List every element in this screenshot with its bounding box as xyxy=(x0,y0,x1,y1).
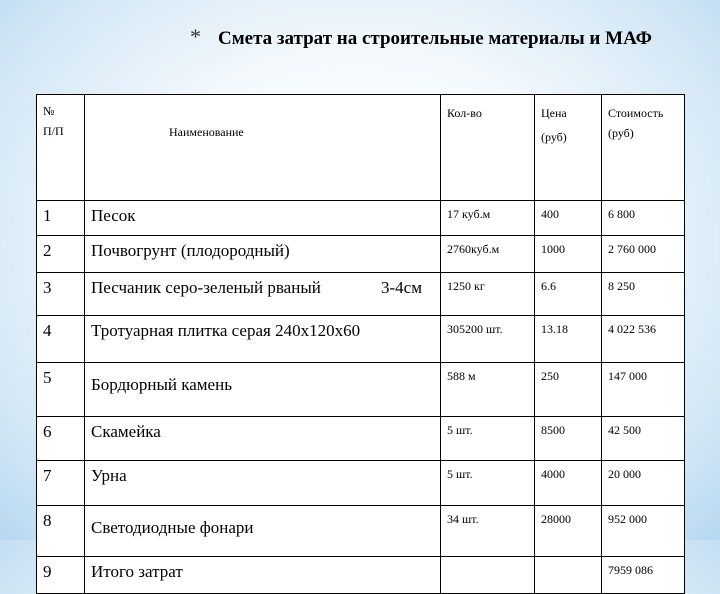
row-num: 9 xyxy=(37,557,85,594)
row-cost: 952 000 xyxy=(602,506,685,557)
header-num xyxy=(37,95,85,201)
header-num-line1: № xyxy=(43,104,55,118)
header-row xyxy=(37,95,685,201)
row-qty: 305200 шт. xyxy=(441,316,535,363)
row-price: 400 xyxy=(535,201,602,236)
row-num: 6 xyxy=(37,417,85,461)
row-qty: 17 куб.м xyxy=(441,201,535,236)
header-price-line2: (руб) xyxy=(541,130,567,144)
row-price xyxy=(535,557,602,594)
row-name: Скамейка xyxy=(85,417,441,461)
row-qty: 588 м xyxy=(441,363,535,417)
table-row xyxy=(37,316,685,363)
row-price: 28000 xyxy=(535,506,602,557)
row-price: 1000 xyxy=(535,236,602,273)
header-qty: Кол-во xyxy=(441,95,535,201)
table-row-total xyxy=(37,557,685,594)
row-price: 8500 xyxy=(535,417,602,461)
table-row xyxy=(37,201,685,236)
row-cost: 2 760 000 xyxy=(602,236,685,273)
row-qty: 34 шт. xyxy=(441,506,535,557)
row-num: 3 xyxy=(37,273,85,316)
row-cost: 7959 086 xyxy=(602,557,685,594)
row-cost: 4 022 536 xyxy=(602,316,685,363)
header-num-line2: П/П xyxy=(43,124,64,138)
row-cost: 20 000 xyxy=(602,461,685,506)
table-row xyxy=(37,417,685,461)
table-row xyxy=(37,461,685,506)
row-cost: 6 800 xyxy=(602,201,685,236)
header-price-line1: Цена xyxy=(541,106,567,120)
header-name: Наименование xyxy=(85,95,441,201)
row-name: Урна xyxy=(85,461,441,506)
row-num: 8 xyxy=(37,506,85,557)
slide-title xyxy=(190,18,710,58)
row-qty: 5 шт. xyxy=(441,417,535,461)
bullet-star-icon: * xyxy=(190,24,201,49)
row-name: Светодиодные фонари xyxy=(85,506,441,557)
header-cost-line2: (руб) xyxy=(608,126,634,140)
row-cost: 42 500 xyxy=(602,417,685,461)
row-name: Итого затрат xyxy=(85,557,441,594)
table-row xyxy=(37,363,685,417)
row-qty: 2760куб.м xyxy=(441,236,535,273)
table-row xyxy=(37,506,685,557)
row-cost: 147 000 xyxy=(602,363,685,417)
row-price: 6.6 xyxy=(535,273,602,316)
row-qty xyxy=(441,557,535,594)
row-name: Бордюрный камень xyxy=(85,363,441,417)
row-name xyxy=(85,273,441,316)
row-price: 250 xyxy=(535,363,602,417)
row-qty: 5 шт. xyxy=(441,461,535,506)
row-price: 13.18 xyxy=(535,316,602,363)
row-num: 1 xyxy=(37,201,85,236)
row-cost: 8 250 xyxy=(602,273,685,316)
row-num: 2 xyxy=(37,236,85,273)
row-qty: 1250 кг xyxy=(441,273,535,316)
row-name-main: Песчаник серо-зеленый рваный xyxy=(91,278,321,297)
row-num: 4 xyxy=(37,316,85,363)
row-name: Песок xyxy=(85,201,441,236)
table-row xyxy=(37,273,685,316)
table-row xyxy=(37,236,685,273)
title-text: Смета затрат на строительные материалы и МАФ xyxy=(218,28,652,49)
header-price xyxy=(535,95,602,201)
row-num: 5 xyxy=(37,363,85,417)
row-num: 7 xyxy=(37,461,85,506)
header-cost-line1: Стоимость xyxy=(608,106,664,120)
row-price: 4000 xyxy=(535,461,602,506)
row-name: Тротуарная плитка серая 240х120х60 xyxy=(85,316,441,363)
row-name-extra: 3-4см xyxy=(381,278,422,297)
header-cost xyxy=(602,95,685,201)
estimate-table xyxy=(36,94,685,594)
row-name: Почвогрунт (плодородный) xyxy=(85,236,441,273)
